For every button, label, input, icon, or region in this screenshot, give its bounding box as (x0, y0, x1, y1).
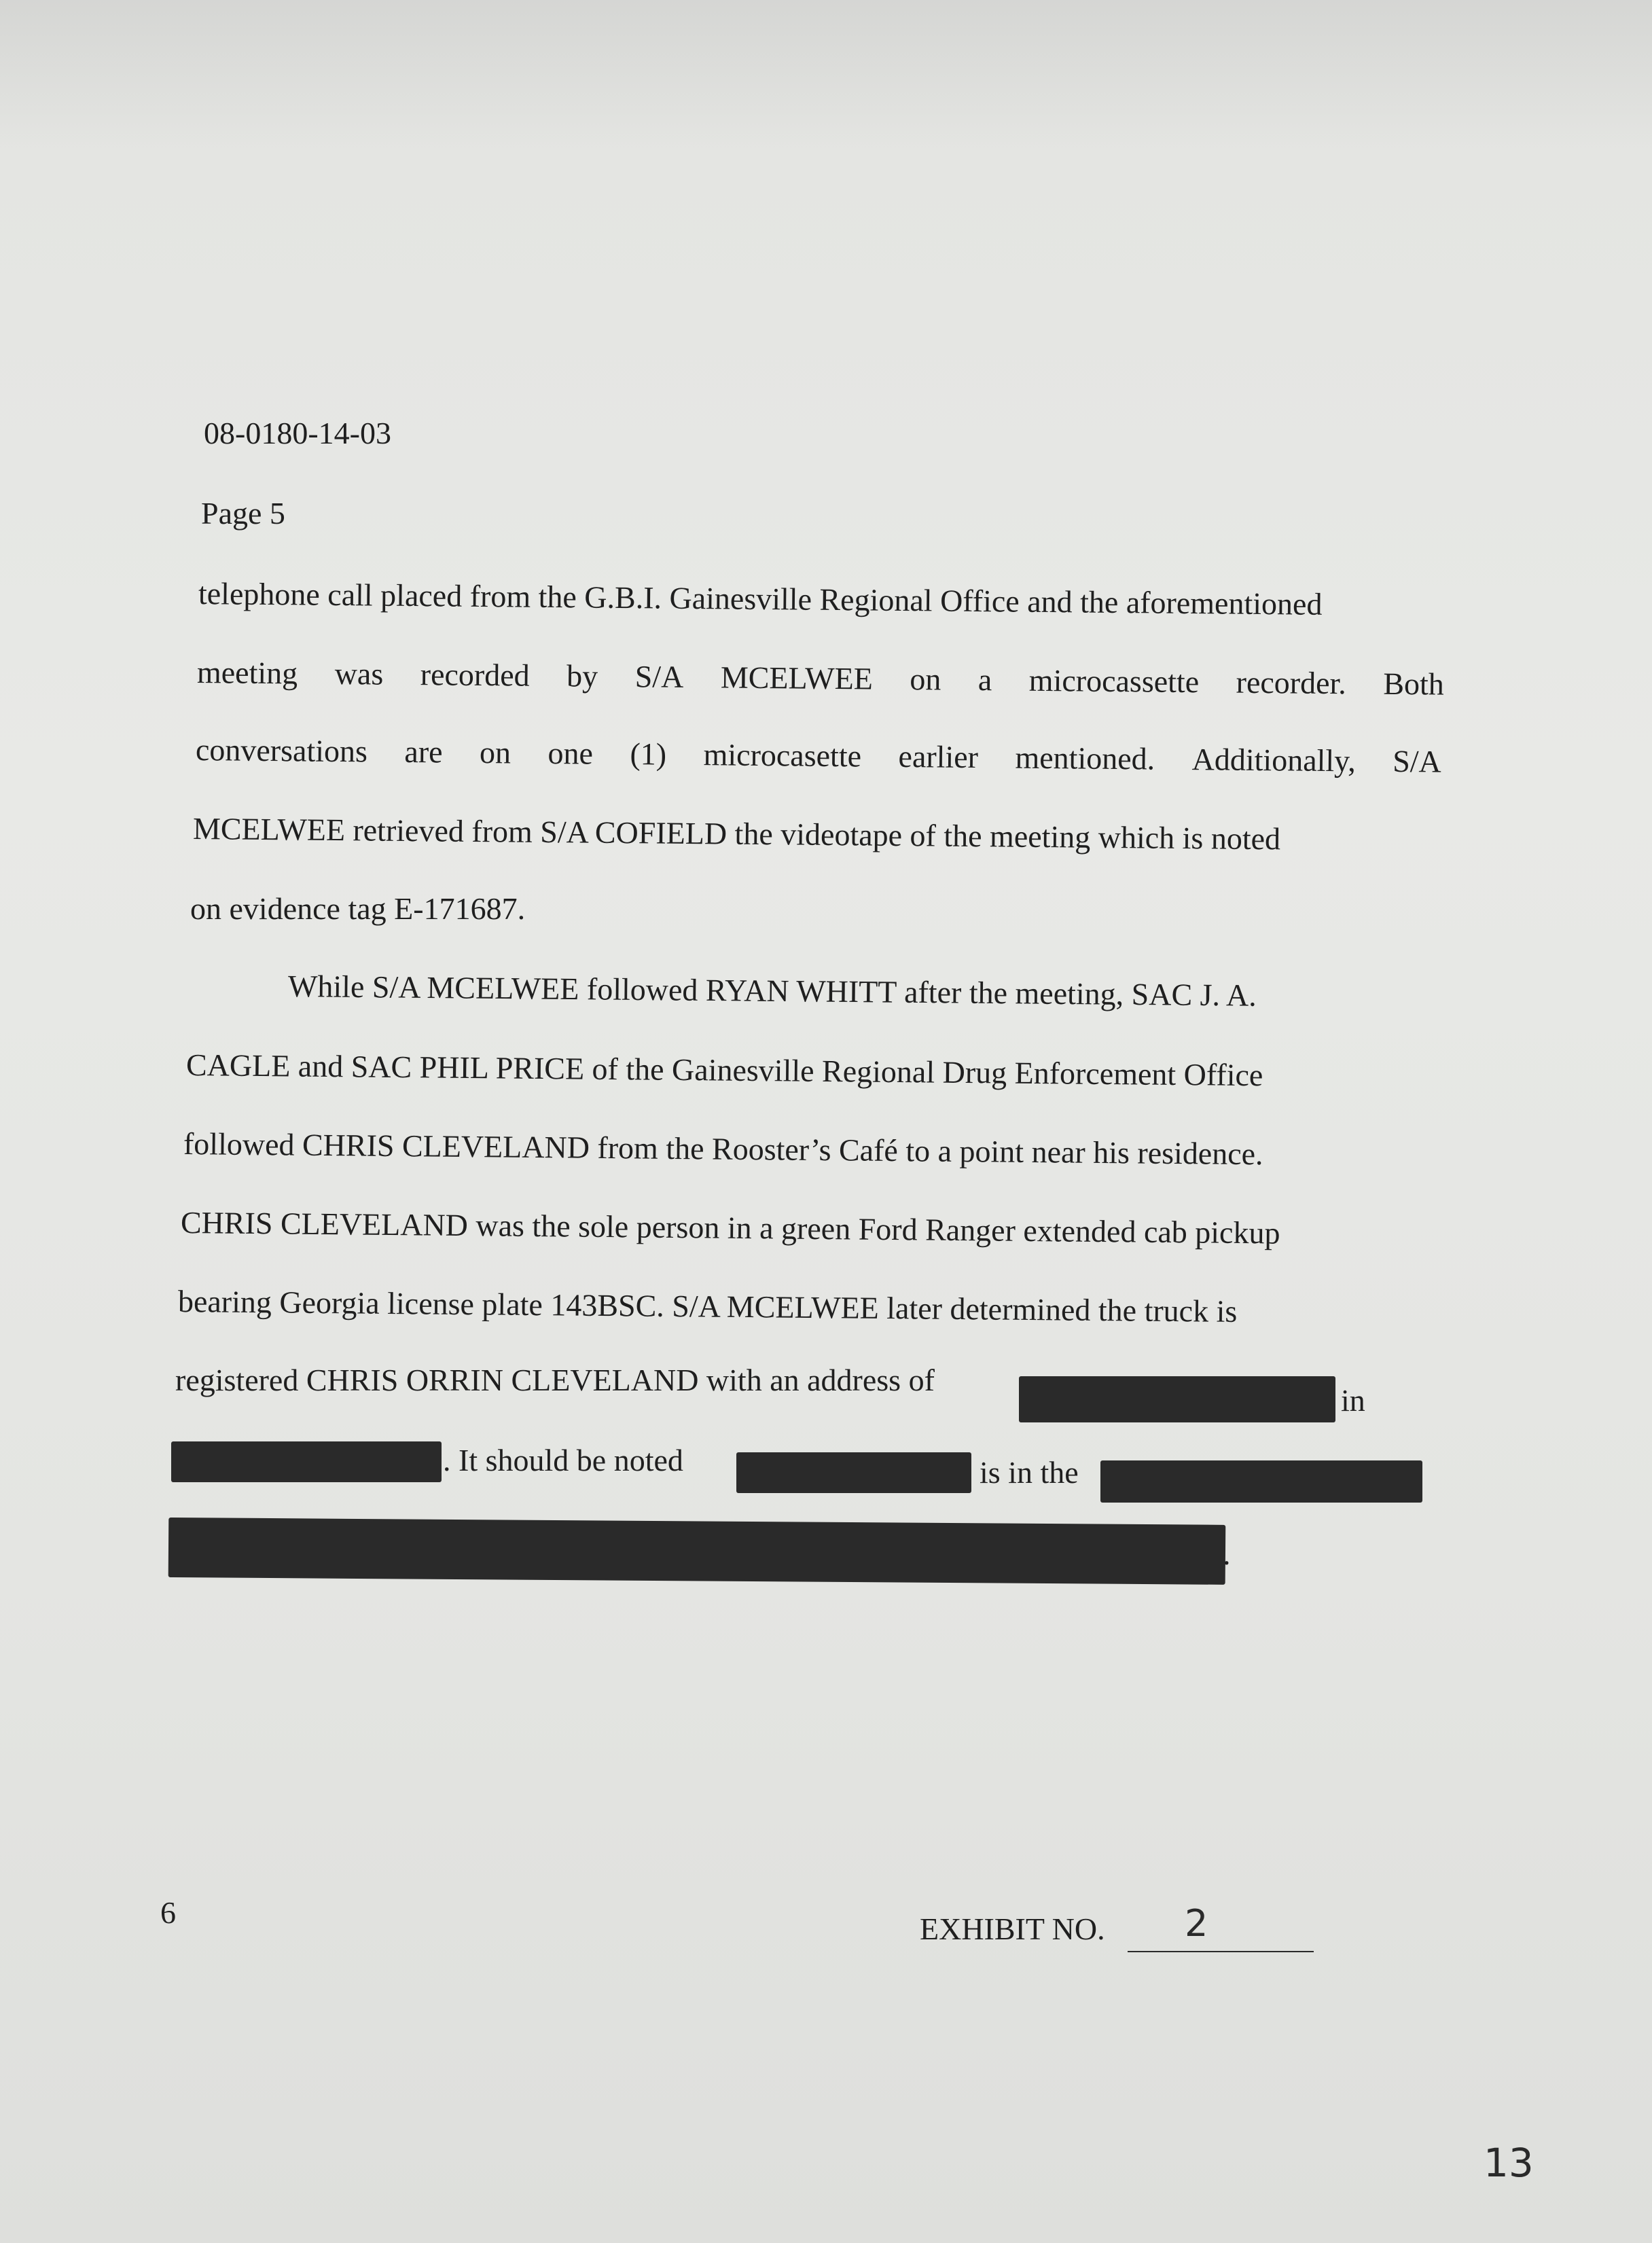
word: earlier (898, 738, 979, 775)
redaction-block (736, 1452, 971, 1493)
redaction-block (1100, 1460, 1422, 1503)
word: MCELWEE (720, 660, 874, 696)
exhibit-label: EXHIBIT NO. (920, 1912, 1105, 1946)
paragraph1-line1: telephone call placed from the G.B.I. Gainesville Regional Office and the aforementioned (198, 576, 1323, 622)
case-number: 08-0180-14-03 (204, 416, 391, 450)
paragraph2-line8-end: . (1223, 1537, 1231, 1571)
paragraph2-line3: followed CHRIS CLEVELAND from the Rooster’s Café to a point near his residence. (183, 1126, 1263, 1172)
paragraph2-line4: CHRIS CLEVELAND was the sole person in a green Ford Ranger extended cab pickup (180, 1205, 1280, 1251)
word: microcassette (1028, 662, 1200, 700)
paragraph1-line3 (196, 731, 1441, 781)
paragraph2-line2: CAGLE and SAC PHIL PRICE of the Gainesville Regional Drug Enforcement Office (185, 1047, 1263, 1093)
word: on (910, 662, 941, 697)
word: on (479, 735, 511, 770)
word: S/A (634, 659, 684, 694)
paragraph2-line5: bearing Georgia license plate 143BSC. S/A MCELWEE later determined the truck is (177, 1284, 1238, 1329)
paragraph2-line1: While S/A MCELWEE followed RYAN WHITT after the meeting, SAC J. A. (287, 969, 1257, 1013)
page-label: Page 5 (201, 496, 285, 531)
word: by (566, 658, 598, 694)
page-shadow (0, 0, 1652, 149)
word: one (547, 735, 594, 771)
paragraph1-line5: on evidence tag E-171687. (190, 891, 526, 926)
exhibit-number-handwritten: 2 (1185, 1902, 1208, 1945)
word: microcasette (703, 737, 862, 774)
word: are (404, 734, 443, 770)
redaction-block (1019, 1376, 1335, 1422)
paragraph1-line4: MCELWEE retrieved from S/A COFIELD the videotape of the meeting which is noted (192, 811, 1281, 857)
word: (1) (630, 736, 667, 772)
word: a (977, 662, 992, 698)
paragraph2-line7a: . It should be noted (443, 1443, 683, 1477)
word: Additionally, (1191, 742, 1356, 778)
word: mentioned. (1015, 740, 1155, 776)
word: was (334, 656, 384, 692)
word: recorder. (1236, 664, 1347, 701)
redaction-block (171, 1441, 442, 1482)
redaction-block (168, 1518, 1226, 1585)
corner-page-number-handwritten: 13 (1484, 2140, 1534, 2186)
page-number: 6 (160, 1895, 176, 1930)
word: meeting (196, 655, 298, 691)
word: S/A (1392, 743, 1442, 779)
word: conversations (195, 732, 368, 769)
paragraph1-line2 (197, 653, 1444, 704)
paragraph2-line6: registered CHRIS ORRIN CLEVELAND with an address of (175, 1363, 935, 1397)
paragraph2-line6-end: in (1341, 1383, 1365, 1418)
paragraph2-line7b: is in the (980, 1455, 1079, 1490)
word: Both (1383, 666, 1445, 702)
exhibit-underline (1128, 1951, 1314, 1952)
word: recorded (420, 657, 530, 693)
